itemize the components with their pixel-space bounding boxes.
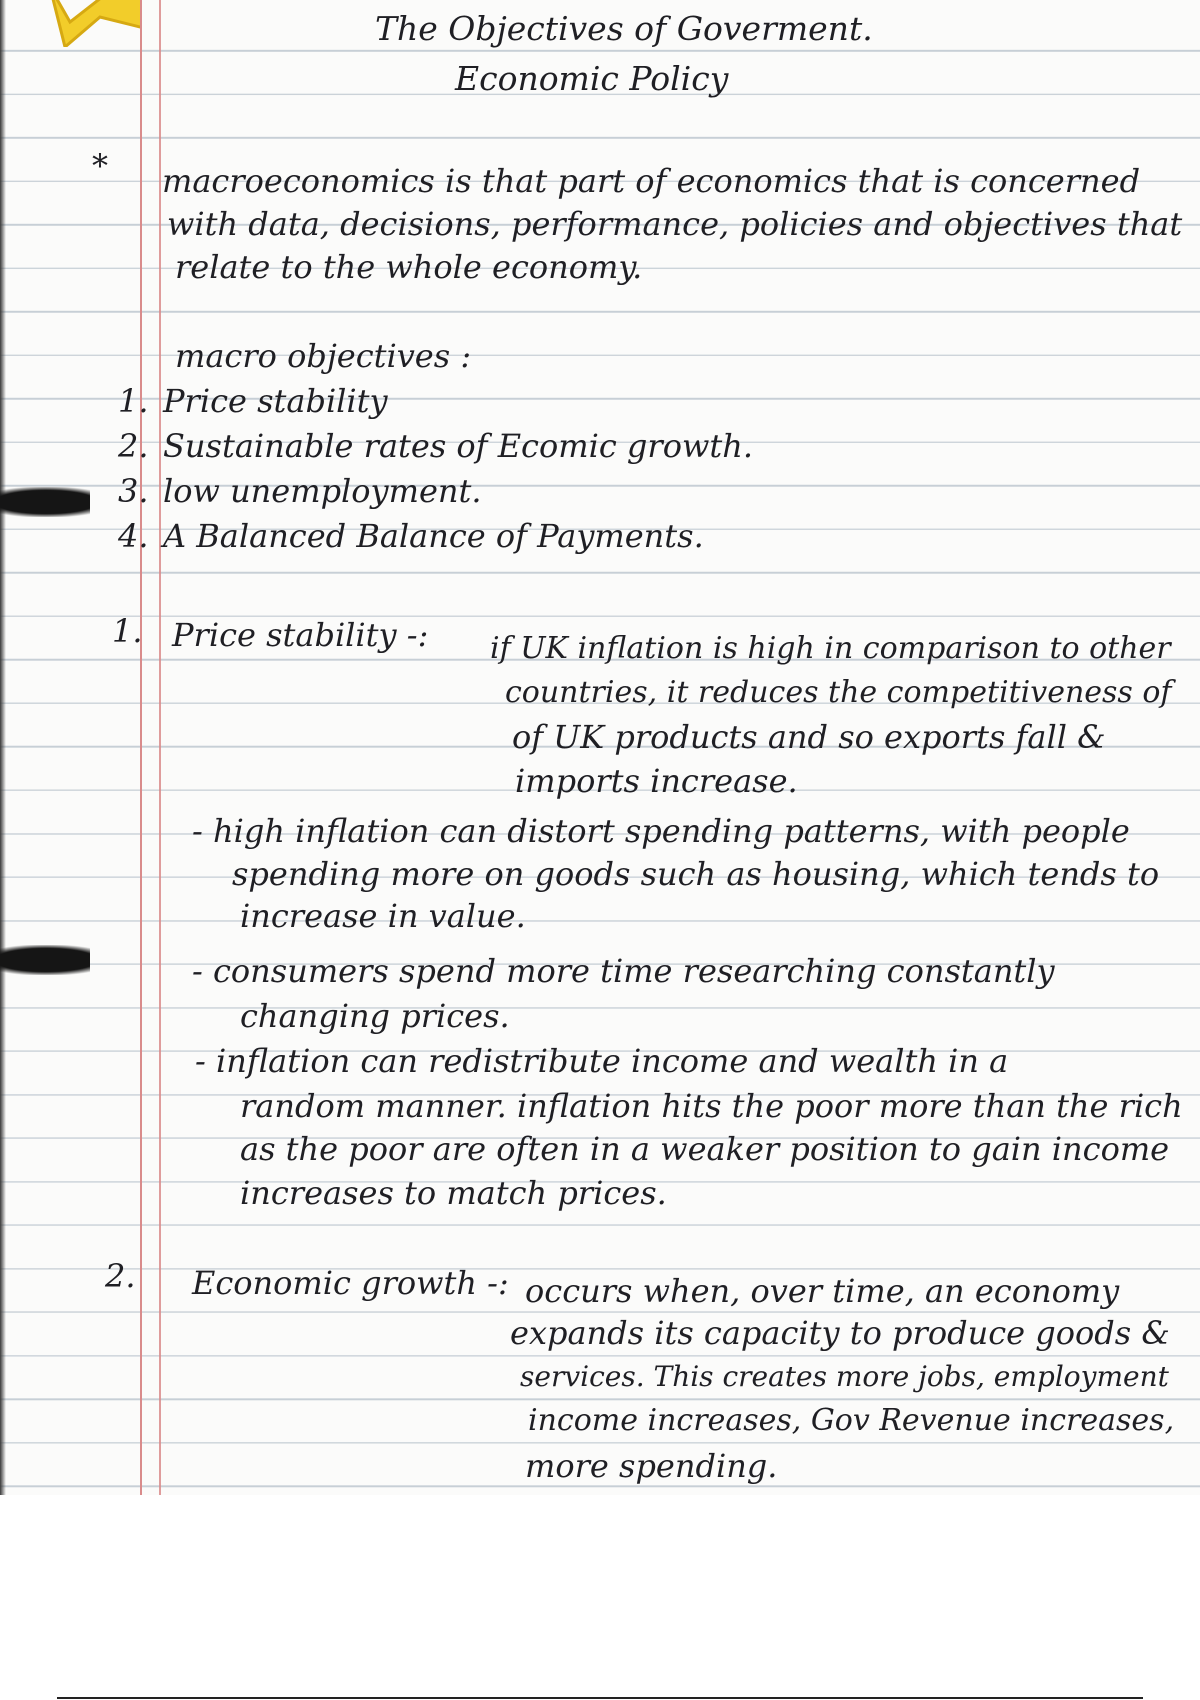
- objective-item: Sustainable rates of Ecomic growth.: [163, 427, 753, 465]
- margin-line-inner: [159, 0, 161, 1495]
- objective-item: A Balanced Balance of Payments.: [163, 517, 704, 555]
- section-text: expands its capacity to produce goods &: [510, 1314, 1170, 1352]
- objective-number: 3.: [118, 472, 149, 510]
- objective-number: 2.: [118, 427, 149, 465]
- section-text: of UK products and so exports fall &: [512, 718, 1106, 756]
- binder-hole: [0, 945, 90, 975]
- definition-line: with data, decisions, performance, policies and objectives that: [167, 205, 1183, 243]
- bullet-line: increase in value.: [240, 897, 526, 935]
- bullet-line: spending more on goods such as housing, which tends to: [232, 855, 1160, 893]
- section-heading: Economic growth -:: [192, 1264, 509, 1302]
- definition-line: macroeconomics is that part of economics that is concerned: [162, 162, 1141, 200]
- objective-number: 4.: [118, 517, 149, 555]
- binder-hole: [0, 487, 90, 517]
- section-text: services. This creates more jobs, employment: [520, 1360, 1169, 1393]
- section-text: if UK inflation is high in comparison to other: [490, 631, 1171, 666]
- page-subtitle: Economic Policy: [455, 59, 729, 98]
- bullet-line: - consumers spend more time researching constantly: [192, 952, 1055, 990]
- bullet-line: changing prices.: [240, 997, 510, 1035]
- bullet-line: as the poor are often in a weaker position to gain income: [240, 1130, 1170, 1168]
- objective-item: low unemployment.: [163, 472, 482, 510]
- section-text: countries, it reduces the competitiveness of: [505, 675, 1172, 710]
- objective-number: 1.: [118, 382, 149, 420]
- page-edge-shadow: [0, 0, 6, 1495]
- star-icon: [40, 0, 140, 47]
- objective-item: Price stability: [163, 382, 388, 420]
- section-heading: Price stability -:: [172, 616, 429, 654]
- definition-line: relate to the whole economy.: [175, 248, 643, 286]
- section-text: occurs when, over time, an economy: [525, 1272, 1120, 1310]
- section-number: 1.: [112, 612, 143, 650]
- bullet-line: random manner. inflation hits the poor more than the rich: [240, 1087, 1183, 1125]
- bullet-line: - high inflation can distort spending patterns, with people: [192, 812, 1130, 850]
- bullet-line: increases to match prices.: [240, 1174, 667, 1212]
- section-text: imports increase.: [515, 762, 798, 800]
- section-text: income increases, Gov Revenue increases,: [528, 1403, 1175, 1438]
- margin-line: [140, 0, 142, 1495]
- page-title: The Objectives of Goverment.: [375, 9, 873, 48]
- objectives-heading: macro objectives :: [175, 337, 472, 375]
- footer-divider: [57, 1697, 1143, 1699]
- section-text: more spending.: [525, 1447, 778, 1485]
- star-bullet: *: [92, 147, 108, 185]
- section-number: 2.: [105, 1257, 136, 1295]
- bullet-line: - inflation can redistribute income and wealth in a: [195, 1042, 1009, 1080]
